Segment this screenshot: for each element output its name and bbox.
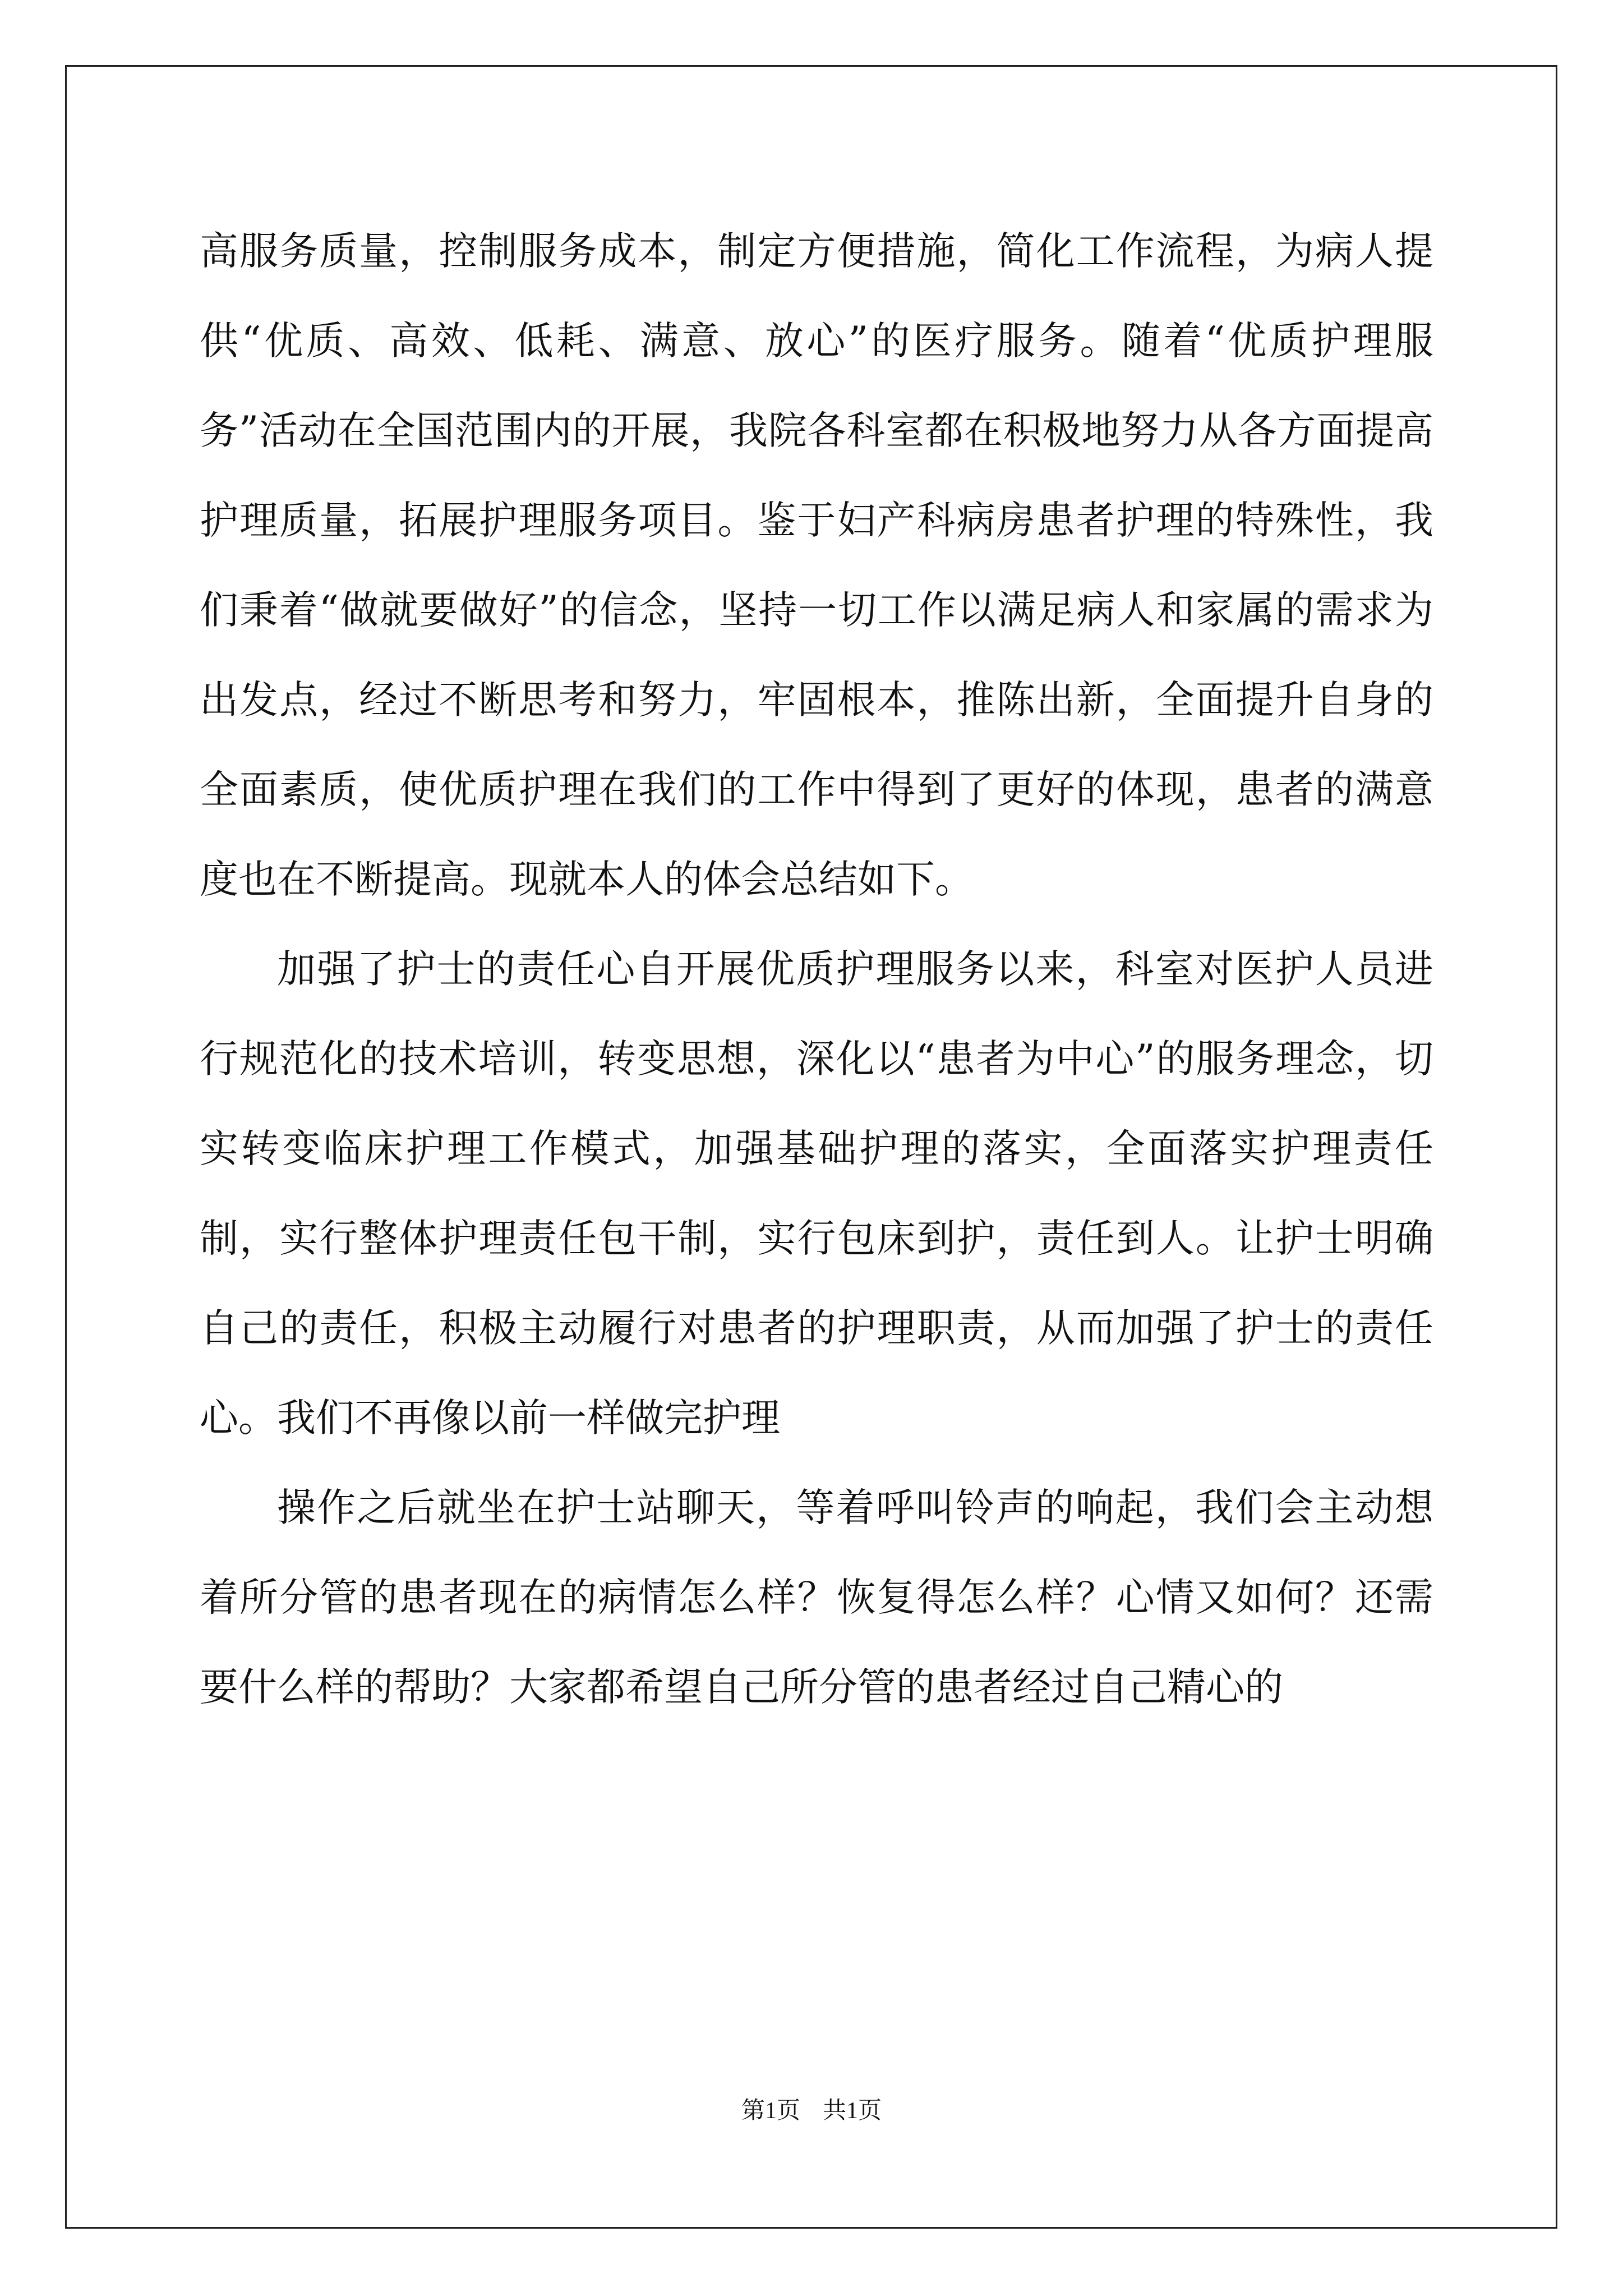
paragraph-2: 加强了护士的责任心自开展优质护理服务以来，科室对医护人员进行规范化的技术培训，转变思想，深化以“患者为中心”的服务理念，切实转变临床护理工作模式，加强基础护理的落实，全面落实护理责任制，实行整体护理责任包干制，实行包床到护，责任到人。让护士明确自己的责任，积极主动履行对患者的护理职责，从而加强了护士的责任心。我们不再像以前一样做完护理 — [200, 947, 1433, 1441]
page-footer — [0, 2097, 1623, 2125]
page-number: 第1页 — [741, 2098, 800, 2124]
page-total: 共1页 — [823, 2098, 882, 2124]
paragraph-3: 操作之后就坐在护士站聊天，等着呼叫铃声的响起，我们会主动想着所分管的患者现在的病情怎么样？恢复得怎么样？心情又如何？还需要什么样的帮助？大家都希望自己所分管的患者经过自己精心的 — [200, 1485, 1433, 1710]
paragraph-1: 高服务质量，控制服务成本，制定方便措施，简化工作流程，为病人提供“优质、高效、低耗、满意、放心”的医疗服务。随着“优质护理服务”活动在全国范围内的开展，我院各科室都在积极地努力从各方面提高护理质量，拓展护理服务项目。鉴于妇产科病房患者护理的特殊性，我们秉着“做就要做好”的信念，坚持一切工作以满足病人和家属的需求为出发点，经过不断思考和努力，牢固根本，推陈出新，全面提升自身的全面素质，使优质护理在我们的工作中得到了更好的体现，患者的满意度也在不断提高。现就本人的体会总结如下。 — [200, 229, 1433, 902]
document-body — [200, 206, 1433, 1732]
